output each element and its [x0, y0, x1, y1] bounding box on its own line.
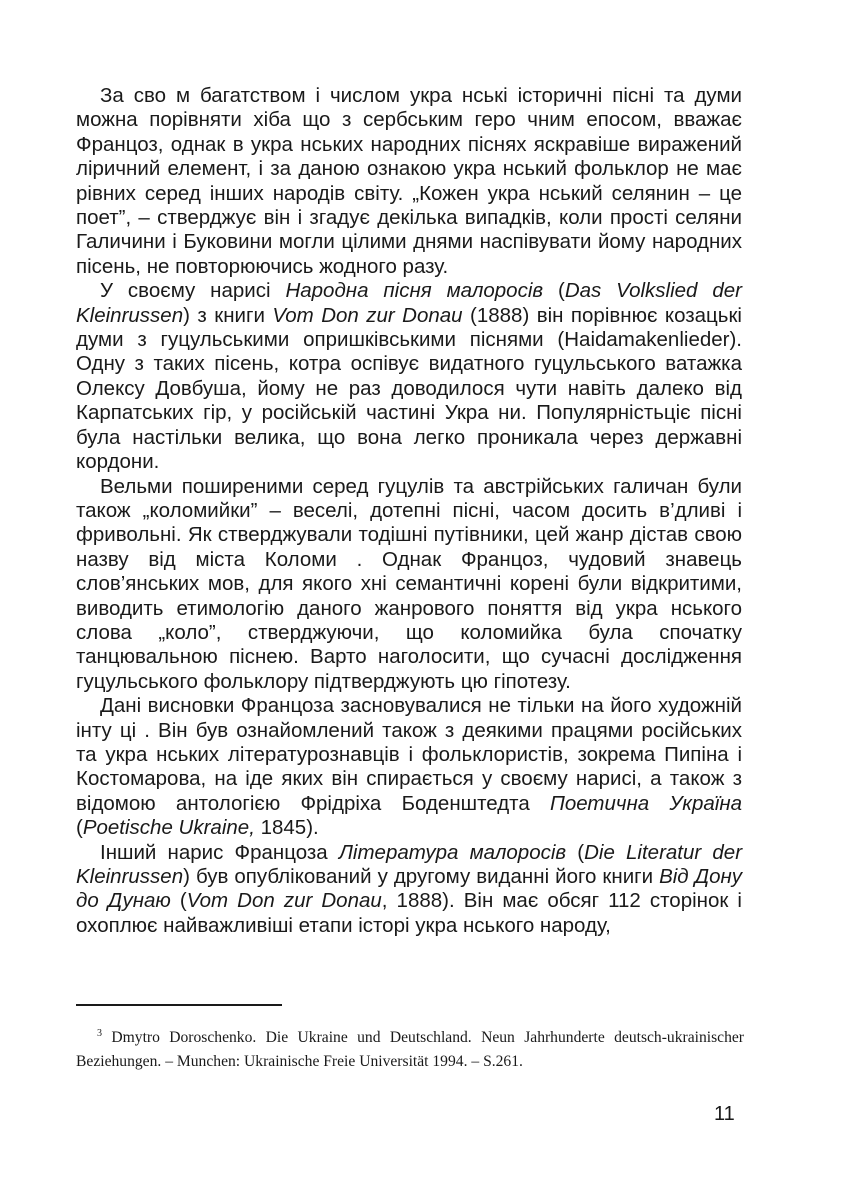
italic-text: Vom Don zur Donau	[186, 889, 382, 913]
text-segment: Інший нарис Францоза	[100, 840, 339, 864]
paragraph	[76, 694, 742, 840]
italic-text: Die Literatur der Kleinrussen	[76, 840, 743, 888]
text-segment: , 1888). Він має обсяг 112 сторінок і охоплює найважливіші етапи історі укра нського народу,	[76, 889, 742, 937]
italic-text: Vom Don zur Donau	[272, 303, 463, 327]
text-segment: 1845).	[254, 816, 319, 840]
italic-text: Поетична Україна	[549, 791, 743, 815]
text-segment: (1888) він порівнює козацькі думи з гуцульськими опришківськими піснями (Haidamakenlieder). Одну з таких пісень, котра оспівує видатного гуцульського ватажка Олексу Довбуша, йому не раз доводилося чути навіть далеко від Карпатських гір, у російській частині Укра ни. Популярністьціє пісні була настільки велика, що вона легко проникала через державні кордони.	[76, 303, 742, 474]
paragraph	[76, 279, 742, 474]
page-number: 11	[714, 1103, 735, 1125]
text-segment: У своєму нарисі	[100, 279, 286, 303]
italic-text: Das Volkslied der Kleinrussen	[76, 279, 742, 327]
italic-text: Народна пісня малоросів	[285, 279, 544, 303]
text-segment: (	[543, 279, 565, 303]
footnote-marker: 3	[97, 1028, 102, 1039]
footnote-text: Dmytro Doroschenko. Die Ukraine und Deutschland. Neun Jahrhunderte deutsch-ukrainischer Beziehungen. – Munchen: Ukrainische Freie Universität 1994. – S.261.	[76, 1029, 744, 1070]
italic-text: Poetische Ukraine,	[82, 816, 255, 840]
paragraph	[76, 841, 742, 939]
text-segment: Дані висновки Францоза засновувалися не тільки на його художній інту ці . Він був ознайомлений також з деякими працями російських та укра нських літературознавців і фольклористів, зокрема Пипіна і Костомарова, на іде яких він спирається у своєму нарисі, а також з відомою антологією Фрідріха Боденштедта	[76, 694, 742, 815]
text-segment: Вельми поширеними серед гуцулів та австрійських галичан були також „коломийки” – веселі, дотепні пісні, часом досить в’дливі і фривольні. Як стверджували тодішні путівники, цей жанр дістав свою назву від міста Коломи . Однак Францоз, чудовий знавець слов’янських мов, для якого хні семантичні корені були відкритими, виводить етимологію даного жанрового поняття від укра нського слова „коло”, стверджуючи, що коломийка була спочатку танцювальною піснею. Варто наголосити, що сучасні дослідження гуцульського фольклору підтверджують цю гіпотезу.	[76, 474, 742, 693]
text-segment: (	[566, 840, 585, 864]
italic-text: Література малоросів	[338, 840, 567, 864]
paragraph	[76, 475, 742, 695]
text-segment: (	[76, 816, 83, 840]
body-text	[76, 84, 742, 938]
paragraph	[76, 84, 742, 279]
text-segment: (	[170, 889, 187, 913]
footnote-divider	[76, 1004, 282, 1006]
text-segment: ) з книги	[183, 303, 273, 327]
text-segment: ) був опублікований у другому виданні його книги	[183, 865, 660, 888]
footnote	[76, 1022, 744, 1074]
text-segment: За сво м багатством і числом укра нські історичні пісні та думи можна порівняти хіба що з сербським геро чним епосом, вважає Францоз, однак в укра нських народних піснях яскравіше виражений ліричний елемент, і за даною ознакою укра нський фольклор не має рівних серед інших народів світу. „Кожен укра нський селянин – це поет”, – стверджує він і згадує декілька випадків, коли прості селяни Галичини і Буковини могли цілими днями наспівувати йому народних пісень, не повторюючись жодного разу.	[76, 84, 742, 278]
italic-text: Від Дону до Дунаю	[76, 865, 743, 913]
